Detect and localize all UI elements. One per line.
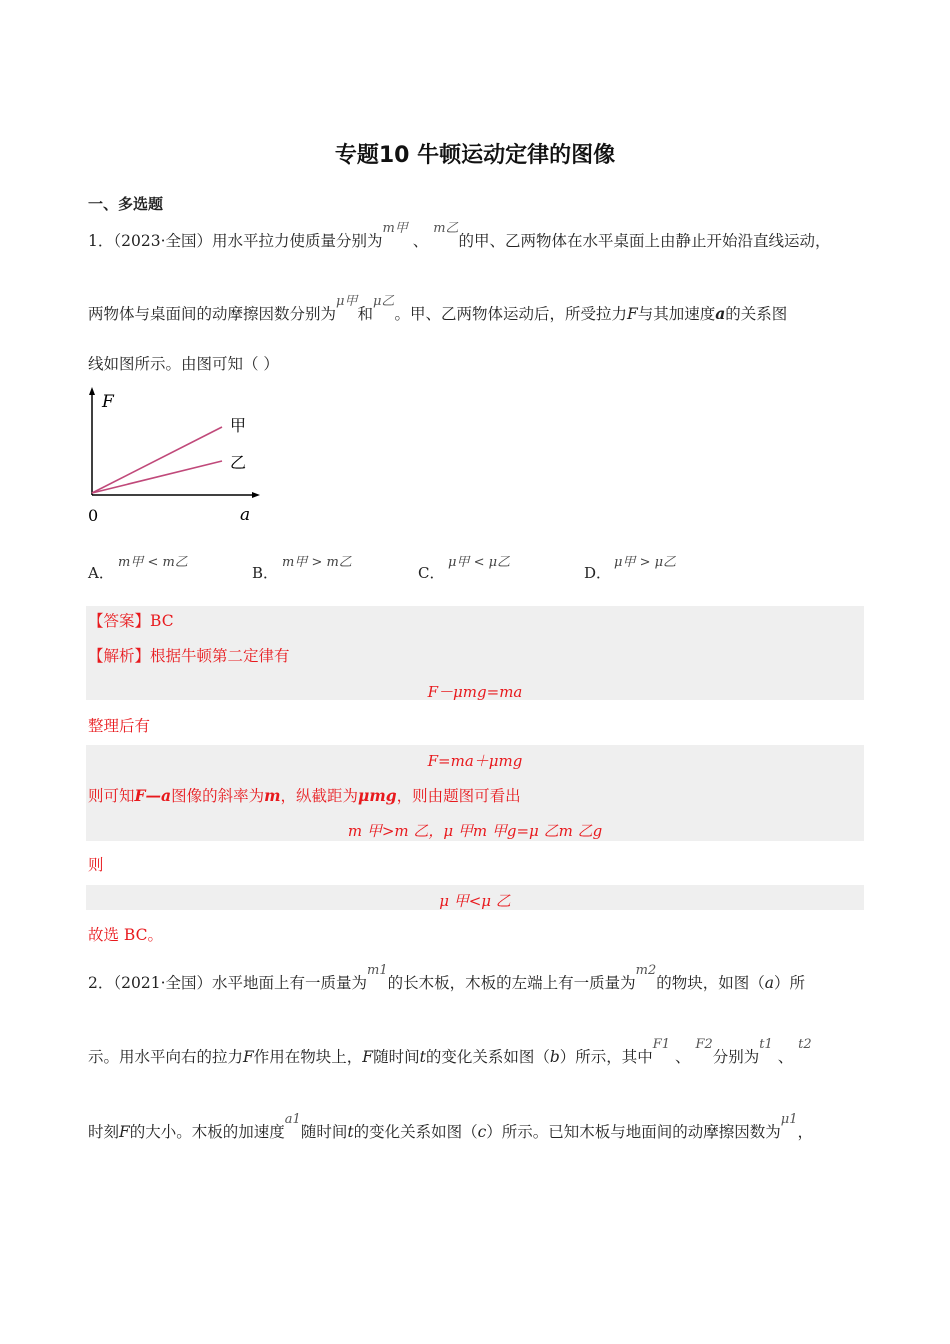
option-b-label[interactable]: B． — [252, 564, 279, 582]
analysis-line: 【解析】根据牛顿第二定律有 — [88, 647, 290, 665]
equation-1: F－μmg=ma — [427, 683, 523, 701]
x-axis-arrow — [252, 492, 260, 498]
q1-line1: 1．（2023·全国）用水平拉力使质量分别为$^{m甲}$ 、 $^{m乙}$的甲、乙两物体在水平桌面上由静止开始沿直线运动， — [88, 221, 831, 250]
option-d-expr[interactable]: μ甲 > μ乙 — [614, 555, 677, 570]
q1-line2: 两物体与桌面间的动摩擦因数分别为$^{\mu 甲}$和$^{\mu 乙}$。甲、乙两物体运动后，所受拉力F与其加速度a的关系图 — [88, 294, 788, 323]
q2-line2: 示。用水平向右的拉力F作用在物块上，F随时间t的变化关系如图（b）所示，其中$^{F1}$ 、 $^{F2}$分别为$^{t1}$ 、 $^{t2}$ — [88, 1037, 812, 1066]
analysis-text-2: 则可知F—a图像的斜率为m，纵截距为μmg，则由题图可看出 — [88, 786, 521, 805]
symbol-a1: a1 — [284, 1112, 301, 1127]
analysis-text-3: 则 — [88, 856, 104, 874]
answer-line — [88, 611, 174, 631]
analysis-conclusion: 故选 BC。 — [88, 926, 163, 944]
analysis-text-1: 整理后有 — [88, 717, 151, 735]
symbol-t1: t1 — [759, 1037, 773, 1052]
q2-number: 2． — [88, 974, 114, 992]
symbol-m1: m1 — [367, 963, 388, 978]
option-c-label[interactable]: C． — [418, 564, 445, 582]
symbol-m-jia: m甲 — [382, 221, 408, 236]
option-b-expr[interactable]: m甲 > m乙 — [282, 555, 352, 570]
answer-value: BC — [150, 612, 174, 630]
symbol-mu-jia: μ甲 — [336, 294, 358, 309]
option-a-expr[interactable]: m甲 < m乙 — [118, 555, 188, 570]
symbol-F1: F1 — [652, 1037, 671, 1052]
symbol-F2: F2 — [695, 1037, 713, 1052]
x-axis-label: a — [240, 505, 251, 525]
symbol-m-yi: m乙 — [433, 221, 459, 236]
option-c-expr[interactable]: μ甲 < μ乙 — [448, 555, 511, 570]
answer-tag: 【答案】 — [88, 612, 151, 630]
q2-line3: 时刻F的大小。木板的加速度$^{a1}$随时间t的变化关系如图（c）所示。已知木板与地面间的动摩擦因数为$^{\mu 1}$， — [88, 1112, 814, 1141]
symbol-mu1: μ1 — [780, 1112, 798, 1127]
q1-figure — [80, 385, 270, 530]
analysis-tag: 【解析】 — [88, 647, 151, 665]
option-d-label[interactable]: D． — [584, 564, 612, 582]
page-title: 专题10 牛顿运动定律的图像 — [334, 143, 616, 168]
section-heading: 一、多选题 — [88, 195, 164, 213]
equation-3: m 甲>m 乙，μ 甲m 甲g=μ 乙m 乙g — [347, 822, 603, 840]
equation-4: μ 甲<μ 乙 — [439, 892, 511, 910]
q1-number: 1． — [88, 232, 114, 250]
q2-line1: 2．（2021·全国）水平地面上有一质量为$^{m1}$的长木板，木板的左端上有一质量为$^{m2}$的物块，如图（a）所 — [88, 963, 806, 992]
label-jia: 甲 — [230, 416, 247, 435]
line-jia — [92, 427, 222, 493]
origin-label: 0 — [88, 506, 99, 525]
y-axis-arrow — [89, 387, 95, 395]
symbol-t2: t2 — [798, 1037, 812, 1052]
equation-2: F=ma＋μmg — [427, 752, 523, 770]
line-yi — [92, 461, 222, 493]
symbol-mu-yi: μ乙 — [372, 294, 395, 309]
q1-line3: 线如图所示。由图可知（ ） — [88, 355, 279, 373]
symbol-m2: m2 — [635, 963, 657, 978]
y-axis-label: F — [102, 392, 114, 412]
label-yi: 乙 — [230, 453, 247, 472]
option-a-label[interactable]: A． — [88, 564, 114, 582]
